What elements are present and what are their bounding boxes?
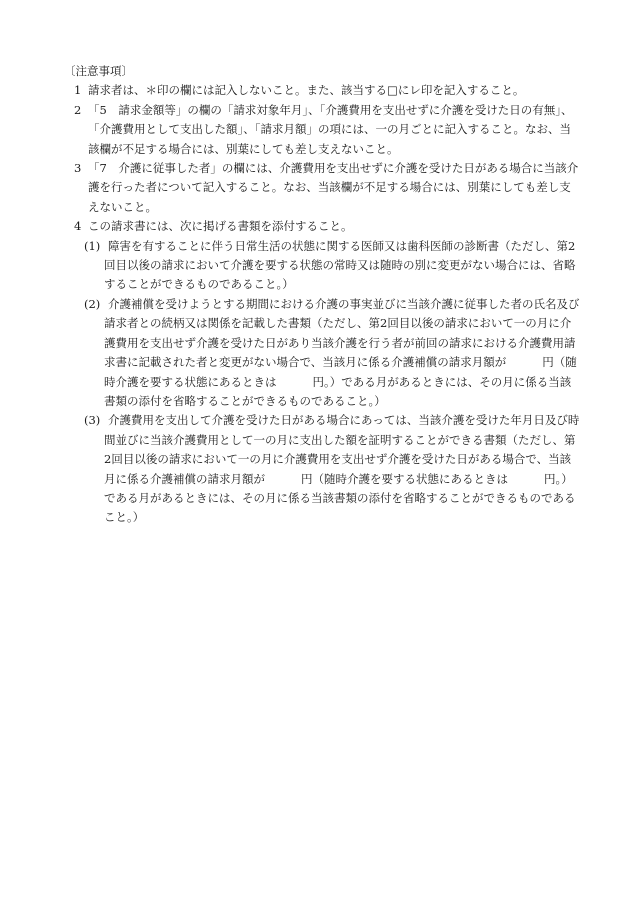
note-item-number: 4 <box>74 219 82 234</box>
note-subitem-number: (3) <box>84 413 101 428</box>
note-subitem-text-a: 介護補償を受けようとする期間における介護の事実並びに当該介護に従事した者の氏名及び請求者との続柄又は関係を記載した書類（ただし、第2回目以後の請求において一の月に介護費用を支出せず介護を受けた日があり当該介護を行う者が前回の請求における介護費用請求書に記載された者と変更がない場合で、当該月に係る介護補償の請求月額が <box>104 296 580 370</box>
note-subitem-number: (1) <box>84 238 101 253</box>
note-item-text: 「7 介護に従事した者」の欄には、介護費用を支出せずに介護を受けた日がある場合に当該介護を行った者について記入すること。なお、当該欄が不足する場合には、別葉にしても差し支えないこと。 <box>88 161 579 214</box>
note-item-3 <box>60 159 580 217</box>
note-item-text: 「5 請求金額等」の欄の「請求対象年月」、「介護費用を支出せずに介護を受けた日の有無」、「介護費用として支出した額」、「請求月額」の項には、一の月ごとに記入すること。なお、当該欄が不足する場合には、別葉にしても差し支えないこと。 <box>88 102 573 156</box>
note-subitem-text-b: 円（随時介護を要する状態にあるときは <box>104 355 577 389</box>
note-subitem-number: (2) <box>84 296 101 311</box>
note-item-text: この請求書には、次に掲げる書類を添付すること。 <box>88 219 353 234</box>
note-subitem-text-c: 円。）である月があるときには、その月に係る当該書類の添付を省略することができるものであること。） <box>104 374 572 408</box>
note-item-number: 1 <box>74 83 82 98</box>
note-item-number: 2 <box>74 102 82 117</box>
note-subitem-text: 障害を有することに伴う日常生活の状態に関する医師又は歯科医師の診断書（ただし、第2回目以後の請求において介護を要する状態の常時又は随時の別に変更がない場合には、省略することができるものであること。） <box>104 238 576 292</box>
note-subitem-1 <box>60 237 580 295</box>
note-subitem-3 <box>60 411 580 527</box>
note-subitem-text-c: 円。）である月があるときには、その月に係る当該書類の添付を省略することができるものであること。） <box>104 471 576 525</box>
note-subitem-text-a: 介護費用を支出して介護を受けた日がある場合にあっては、当該介護を受けた年月日及び時間並びに当該介護費用として一の月に支出した額を証明することができる書類（ただし、第2回目以後の請求において一の月に介護費用を支出せず介護を受けた日がある場合で、当該月に係る介護補償の請求月額が <box>104 413 580 486</box>
note-subitem-text-b: 円（随時介護を要する状態にあるときは <box>301 471 508 486</box>
notes-heading: 〔注意事項〕 <box>64 64 133 78</box>
note-item-2 <box>60 101 580 159</box>
note-item-1 <box>60 81 580 100</box>
notes-section <box>60 62 580 528</box>
note-item-number: 3 <box>74 161 82 176</box>
note-item-text: 請求者は、＊印の欄には記入しないこと。また、該当する□にレ印を記入すること。 <box>88 83 525 98</box>
note-subitem-2 <box>60 295 580 411</box>
note-item-4 <box>60 217 580 236</box>
